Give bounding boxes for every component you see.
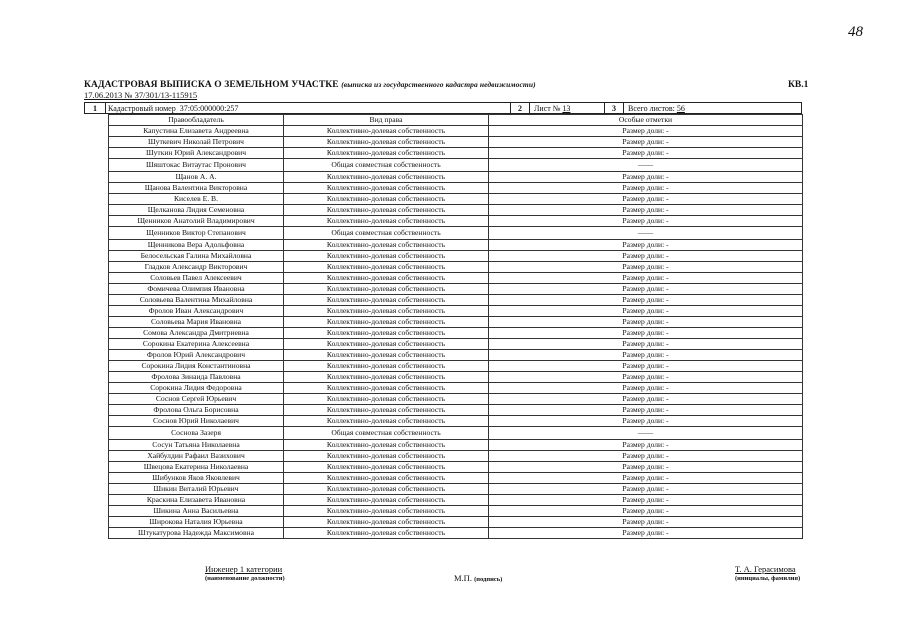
owners-table bbox=[108, 114, 803, 539]
signature-caption: (подпись) bbox=[474, 576, 503, 583]
table-row bbox=[109, 416, 803, 427]
special-marks-cell: Размер доли: - bbox=[489, 273, 803, 284]
table-row bbox=[109, 451, 803, 462]
special-marks-cell: Размер доли: - bbox=[489, 328, 803, 339]
table-row bbox=[109, 372, 803, 383]
owner-cell: Шикина Анна Васильевна bbox=[109, 506, 284, 517]
table-row bbox=[109, 205, 803, 216]
table-row bbox=[109, 148, 803, 159]
owner-cell: Штукатурова Надежда Максимовна bbox=[109, 528, 284, 539]
owner-cell: Сосун Татьяна Николаевна bbox=[109, 440, 284, 451]
right-type-cell: Коллективно-долевая собственность bbox=[284, 205, 489, 216]
special-marks-cell: Размер доли: - bbox=[489, 251, 803, 262]
table-row bbox=[109, 405, 803, 416]
right-type-cell: Коллективно-долевая собственность bbox=[284, 262, 489, 273]
right-type-cell: Коллективно-долевая собственность bbox=[284, 328, 489, 339]
special-marks-cell: Размер доли: - bbox=[489, 194, 803, 205]
right-type-cell: Коллективно-долевая собственность bbox=[284, 473, 489, 484]
right-type-cell: Коллективно-долевая собственность bbox=[284, 240, 489, 251]
table-row bbox=[109, 240, 803, 251]
total-sheets: 56 bbox=[676, 103, 685, 113]
table-row bbox=[109, 440, 803, 451]
right-type-cell: Коллективно-долевая собственность bbox=[284, 251, 489, 262]
special-marks-cell: Размер доли: - bbox=[489, 484, 803, 495]
special-marks-cell: Размер доли: - bbox=[489, 495, 803, 506]
special-marks-cell: Размер доли: - bbox=[489, 205, 803, 216]
title-main: КАДАСТРОВАЯ ВЫПИСКА О ЗЕМЕЛЬНОМ УЧАСТКЕ bbox=[84, 80, 339, 90]
special-marks-cell: Размер доли: - bbox=[489, 405, 803, 416]
table-row bbox=[109, 159, 803, 172]
owner-cell: Фролова Ольга Борисовна bbox=[109, 405, 284, 416]
table-row bbox=[109, 462, 803, 473]
owner-cell: Сорокина Лидия Федоровна bbox=[109, 383, 284, 394]
signer-name: Т. А. Герасимова bbox=[735, 564, 796, 574]
special-marks-cell: Размер доли: - bbox=[489, 317, 803, 328]
special-marks-cell: —— bbox=[489, 427, 803, 440]
right-type-cell: Коллективно-долевая собственность bbox=[284, 317, 489, 328]
sheet-label: Лист № bbox=[534, 103, 561, 113]
special-marks-cell: Размер доли: - bbox=[489, 295, 803, 306]
owner-cell: Соловьева Мария Ивановна bbox=[109, 317, 284, 328]
sheet-number: 13 bbox=[562, 103, 571, 113]
table-row bbox=[109, 284, 803, 295]
special-marks-cell: Размер доли: - bbox=[489, 394, 803, 405]
date-number bbox=[84, 90, 197, 100]
right-type-cell: Коллективно-долевая собственность bbox=[284, 462, 489, 473]
right-type-cell: Коллективно-долевая собственность bbox=[284, 440, 489, 451]
sheet-number-cell bbox=[530, 103, 605, 114]
table-row bbox=[109, 473, 803, 484]
table-row bbox=[109, 350, 803, 361]
special-marks-cell: Размер доли: - bbox=[489, 361, 803, 372]
table-row bbox=[109, 295, 803, 306]
right-type-cell: Коллективно-долевая собственность bbox=[284, 273, 489, 284]
special-marks-cell: Размер доли: - bbox=[489, 183, 803, 194]
cadastral-label: Кадастровый номер bbox=[108, 103, 176, 113]
table-row bbox=[109, 361, 803, 372]
right-type-cell: Коллективно-долевая собственность bbox=[284, 339, 489, 350]
owner-cell: Щелканова Лидия Семеновна bbox=[109, 205, 284, 216]
right-type-cell: Коллективно-долевая собственность bbox=[284, 506, 489, 517]
right-type-cell: Коллективно-долевая собственность bbox=[284, 350, 489, 361]
column-header-owner: Правообладатель bbox=[109, 115, 284, 126]
signer-position: Инженер 1 категории bbox=[205, 564, 283, 574]
owner-cell: Белосельская Галина Михайловна bbox=[109, 251, 284, 262]
special-marks-cell: —— bbox=[489, 227, 803, 240]
header-table bbox=[84, 102, 802, 114]
owner-cell: Гладков Александр Викторович bbox=[109, 262, 284, 273]
signer-position-caption: (наименование должности) bbox=[205, 575, 285, 582]
right-type-cell: Коллективно-долевая собственность bbox=[284, 383, 489, 394]
special-marks-cell: Размер доли: - bbox=[489, 383, 803, 394]
owner-cell: Щенников Анатолий Владимирович bbox=[109, 216, 284, 227]
right-type-cell: Коллективно-долевая собственность bbox=[284, 194, 489, 205]
right-type-cell: Коллективно-долевая собственность bbox=[284, 528, 489, 539]
title-subtitle: (выписка из государственного кадастра недвижимости) bbox=[341, 80, 536, 89]
total-label: Всего листов: bbox=[628, 103, 675, 113]
right-type-cell: Коллективно-долевая собственность bbox=[284, 295, 489, 306]
owner-cell: Соснова Зазеря bbox=[109, 427, 284, 440]
owner-cell: Хайбулдин Рафаил Вазихович bbox=[109, 451, 284, 462]
special-marks-cell: Размер доли: - bbox=[489, 306, 803, 317]
cadastral-number: 37:05:000000:257 bbox=[179, 103, 239, 113]
owner-cell: Шибунков Яков Яковлевич bbox=[109, 473, 284, 484]
table-row bbox=[109, 183, 803, 194]
special-marks-cell: Размер доли: - bbox=[489, 262, 803, 273]
table-row bbox=[109, 317, 803, 328]
owner-cell: Капустина Елизавета Андреевна bbox=[109, 126, 284, 137]
right-type-cell: Коллективно-долевая собственность bbox=[284, 126, 489, 137]
table-row bbox=[109, 227, 803, 240]
owner-cell: Щенникова Вера Адольфовна bbox=[109, 240, 284, 251]
special-marks-cell: Размер доли: - bbox=[489, 137, 803, 148]
owner-cell: Сорокина Лидия Константиновна bbox=[109, 361, 284, 372]
special-marks-cell: Размер доли: - bbox=[489, 372, 803, 383]
special-marks-cell: Размер доли: - bbox=[489, 517, 803, 528]
special-marks-cell: Размер доли: - bbox=[489, 473, 803, 484]
right-type-cell: Коллективно-долевая собственность bbox=[284, 405, 489, 416]
right-type-cell: Коллективно-долевая собственность bbox=[284, 517, 489, 528]
right-type-cell: Коллективно-долевая собственность bbox=[284, 484, 489, 495]
special-marks-cell: Размер доли: - bbox=[489, 172, 803, 183]
special-marks-cell: Размер доли: - bbox=[489, 339, 803, 350]
table-row bbox=[109, 427, 803, 440]
owner-cell: Щанова Валентина Викторовна bbox=[109, 183, 284, 194]
special-marks-cell: Размер доли: - bbox=[489, 451, 803, 462]
special-marks-cell: Размер доли: - bbox=[489, 240, 803, 251]
table-row bbox=[109, 495, 803, 506]
right-type-cell: Коллективно-долевая собственность bbox=[284, 495, 489, 506]
special-marks-cell: Размер доли: - bbox=[489, 440, 803, 451]
column-header-right: Вид права bbox=[284, 115, 489, 126]
table-row bbox=[109, 394, 803, 405]
cadastral-number-cell bbox=[106, 103, 511, 114]
table-row bbox=[109, 383, 803, 394]
table-row bbox=[109, 216, 803, 227]
owner-cell: Щанов А. А. bbox=[109, 172, 284, 183]
right-type-cell: Коллективно-долевая собственность bbox=[284, 361, 489, 372]
table-row bbox=[109, 194, 803, 205]
owner-cell: Фролов Юрий Александрович bbox=[109, 350, 284, 361]
owner-cell: Фролов Иван Александрович bbox=[109, 306, 284, 317]
special-marks-cell: Размер доли: - bbox=[489, 148, 803, 159]
special-marks-cell: Размер доли: - bbox=[489, 528, 803, 539]
header-cell-2: 2 bbox=[511, 103, 530, 114]
owner-cell: Киселев Е. В. bbox=[109, 194, 284, 205]
table-row bbox=[109, 328, 803, 339]
table-row bbox=[109, 506, 803, 517]
header-cell-1: 1 bbox=[85, 103, 106, 114]
special-marks-cell: Размер доли: - bbox=[489, 216, 803, 227]
table-row bbox=[109, 126, 803, 137]
document-title bbox=[84, 80, 536, 90]
right-type-cell: Коллективно-долевая собственность bbox=[284, 416, 489, 427]
owner-cell: Соснов Юрий Николаевич bbox=[109, 416, 284, 427]
owner-cell: Соснов Сергей Юрьевич bbox=[109, 394, 284, 405]
owner-cell: Сомова Александра Дмитриевна bbox=[109, 328, 284, 339]
page-number: 48 bbox=[848, 24, 863, 40]
owner-cell: Шуткин Юрий Александрович bbox=[109, 148, 284, 159]
owner-cell: Краскина Елизавета Ивановна bbox=[109, 495, 284, 506]
stamp-place bbox=[454, 573, 502, 583]
table-row bbox=[109, 137, 803, 148]
owner-cell: Шяштокас Витаутас Пронович bbox=[109, 159, 284, 172]
table-row bbox=[109, 517, 803, 528]
right-type-cell: Коллективно-долевая собственность bbox=[284, 137, 489, 148]
signer-name-caption: (инициалы, фамилия) bbox=[735, 575, 801, 582]
date-number-text: 17.06.2013 № 37/301/13-115915 bbox=[84, 90, 198, 100]
owner-cell: Сорокина Екатерина Алексеевна bbox=[109, 339, 284, 350]
special-marks-cell: Размер доли: - bbox=[489, 506, 803, 517]
owner-cell: Соловьев Павел Алексеевич bbox=[109, 273, 284, 284]
right-type-cell: Коллективно-долевая собственность bbox=[284, 306, 489, 317]
special-marks-cell: Размер доли: - bbox=[489, 350, 803, 361]
table-row bbox=[109, 528, 803, 539]
special-marks-cell: Размер доли: - bbox=[489, 416, 803, 427]
special-marks-cell: Размер доли: - bbox=[489, 126, 803, 137]
right-type-cell: Коллективно-долевая собственность bbox=[284, 394, 489, 405]
table-row bbox=[109, 339, 803, 350]
right-type-cell: Общая совместная собственность bbox=[284, 427, 489, 440]
total-sheets-cell bbox=[624, 103, 802, 114]
form-code: КВ.1 bbox=[788, 80, 809, 90]
right-type-cell: Коллективно-долевая собственность bbox=[284, 148, 489, 159]
table-row bbox=[109, 251, 803, 262]
owner-cell: Фомичева Олимпия Ивановна bbox=[109, 284, 284, 295]
right-type-cell: Коллективно-долевая собственность bbox=[284, 372, 489, 383]
right-type-cell: Общая совместная собственность bbox=[284, 227, 489, 240]
header-cell-3: 3 bbox=[605, 103, 624, 114]
right-type-cell: Коллективно-долевая собственность bbox=[284, 284, 489, 295]
special-marks-cell: Размер доли: - bbox=[489, 462, 803, 473]
owner-cell: Фролова Зинаида Павловна bbox=[109, 372, 284, 383]
special-marks-cell: —— bbox=[489, 159, 803, 172]
owner-cell: Шуткевич Николай Петрович bbox=[109, 137, 284, 148]
mp-label: М.П. bbox=[454, 573, 472, 583]
right-type-cell: Коллективно-долевая собственность bbox=[284, 451, 489, 462]
table-row bbox=[109, 306, 803, 317]
right-type-cell: Общая совместная собственность bbox=[284, 159, 489, 172]
table-row bbox=[109, 262, 803, 273]
table-row bbox=[109, 273, 803, 284]
table-row bbox=[109, 172, 803, 183]
table-row bbox=[109, 484, 803, 495]
column-header-marks: Особые отметки bbox=[489, 115, 803, 126]
owner-cell: Швецова Екатерина Николаевна bbox=[109, 462, 284, 473]
owner-cell: Широкова Наталия Юрьевна bbox=[109, 517, 284, 528]
right-type-cell: Коллективно-долевая собственность bbox=[284, 216, 489, 227]
right-type-cell: Коллективно-долевая собственность bbox=[284, 172, 489, 183]
right-type-cell: Коллективно-долевая собственность bbox=[284, 183, 489, 194]
owner-cell: Соловьева Валентина Михайловна bbox=[109, 295, 284, 306]
special-marks-cell: Размер доли: - bbox=[489, 284, 803, 295]
owner-cell: Шикин Виталий Юрьевич bbox=[109, 484, 284, 495]
owner-cell: Щенников Виктор Степанович bbox=[109, 227, 284, 240]
